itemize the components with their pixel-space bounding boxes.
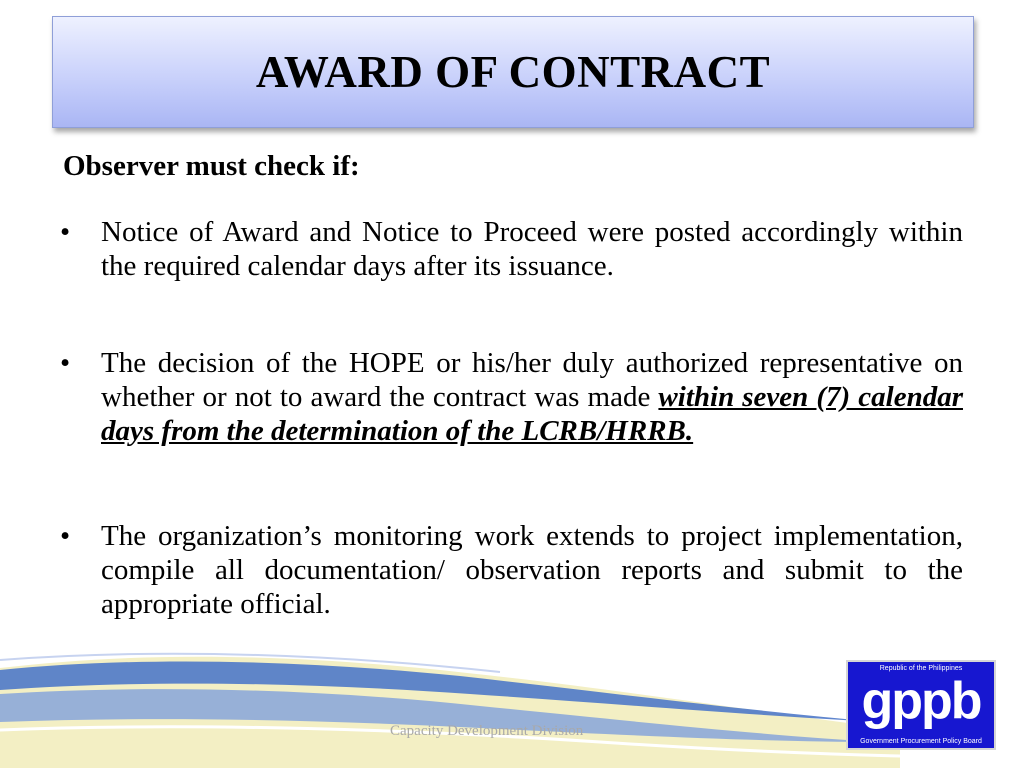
logo-top-text: Republic of the Philippines bbox=[879, 665, 963, 672]
bullet-text bbox=[101, 346, 963, 448]
bullet-text-emphasis: within seven (7) calendar days from the determination of the LCRB/HRRB. bbox=[101, 381, 963, 447]
bullet-text: Notice of Award and Notice to Proceed were posted accordingly within the required calendar days after its issuance. bbox=[101, 216, 963, 282]
footer-text: Capacity Development Division bbox=[390, 723, 584, 739]
bullet-item-monitoring bbox=[60, 519, 963, 621]
logo-bottom-text: Government Procurement Policy Board bbox=[860, 738, 982, 745]
slide-title: AWARD OF CONTRACT bbox=[255, 47, 771, 97]
logo-mark: gppb bbox=[861, 672, 981, 730]
bullet-icon: • bbox=[60, 347, 71, 379]
bullet-text: The organization’s monitoring work extends to project implementation, compile all documentation/ observation reports and submit to the appropriate official. bbox=[101, 520, 963, 620]
bullet-text-plain: The decision of the HOPE or his/her duly authorized representative on whether or not to award the contract was made bbox=[101, 347, 963, 413]
title-banner bbox=[52, 16, 974, 128]
bullet-icon: • bbox=[60, 216, 71, 248]
bullet-icon: • bbox=[60, 520, 71, 552]
bullet-item-posting bbox=[60, 215, 963, 283]
bullet-item-decision bbox=[60, 346, 963, 448]
gppb-logo bbox=[846, 660, 996, 750]
subheading: Observer must check if: bbox=[63, 150, 360, 182]
